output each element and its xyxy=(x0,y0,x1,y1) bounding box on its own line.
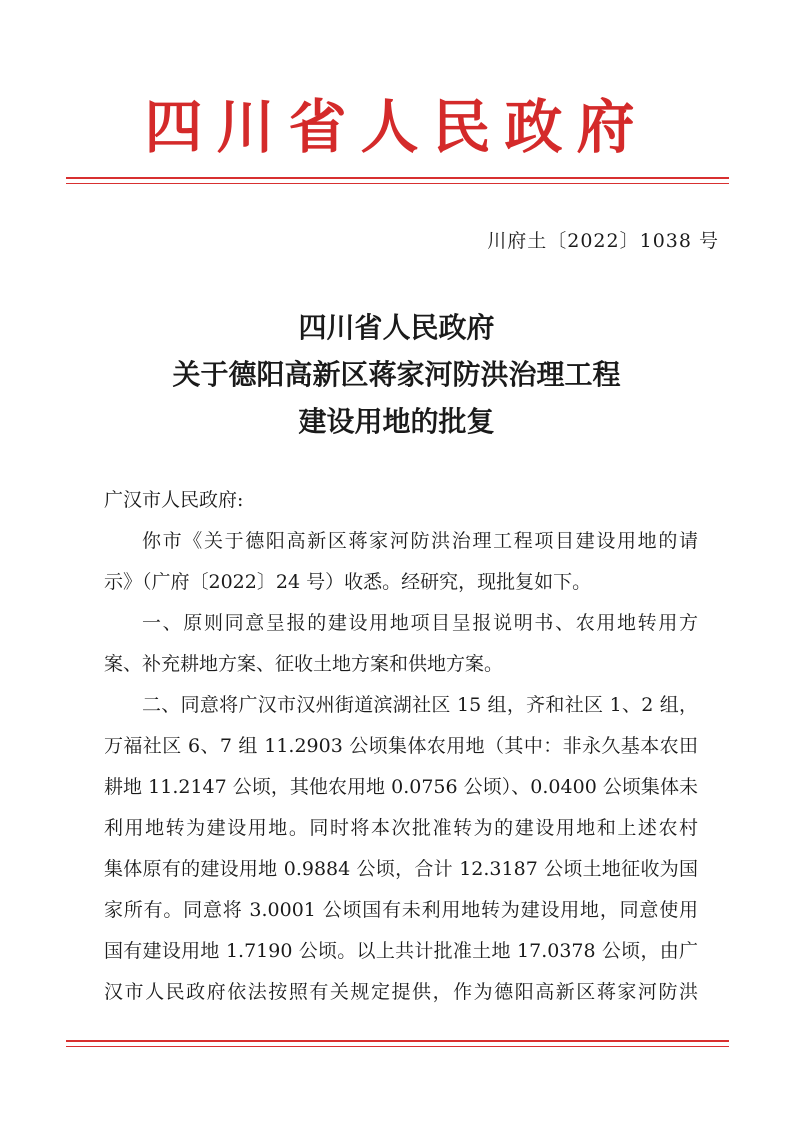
title-line: 四川省人民政府 xyxy=(298,311,495,344)
body-line: 家所有。同意将 3.0001 公顷国有未利用地转为建设用地，同意使用 xyxy=(104,899,698,921)
footer-rule-thin xyxy=(66,1046,729,1047)
document-number: 川府土〔2022〕1038 号 xyxy=(487,230,719,252)
body-line: 万福社区 6、7 组 11.2903 公顷集体农用地（其中：非永久基本农田 xyxy=(104,735,698,757)
body-line: 案、补充耕地方案、征收土地方案和供地方案。 xyxy=(104,653,504,675)
body-line: 一、原则同意呈报的建设用地项目呈报说明书、农用地转用方 xyxy=(142,612,698,634)
header-rule-thin xyxy=(66,183,729,184)
body-line: 示》（广府〔2022〕24 号）收悉。经研究，现批复如下。 xyxy=(104,571,592,593)
body-line: 你市《关于德阳高新区蒋家河防洪治理工程项目建设用地的请 xyxy=(142,530,698,552)
addressee: 广汉市人民政府: xyxy=(104,489,244,511)
document-body xyxy=(104,480,698,1013)
body-line: 二、同意将广汉市汉州街道滨湖社区 15 组，齐和社区 1、2 组， xyxy=(142,694,698,716)
body-line: 耕地 11.2147 公顷，其他农用地 0.0756 公顷）、0.0400 公顷集体未 xyxy=(104,776,698,798)
title-line: 关于德阳高新区蒋家河防洪治理工程 xyxy=(172,358,621,391)
title-line: 建设用地的批复 xyxy=(298,405,495,438)
body-line: 国有建设用地 1.7190 公顷。以上共计批准土地 17.0378 公顷，由广 xyxy=(104,940,698,962)
header-rule-thick xyxy=(66,177,729,179)
body-line: 集体原有的建设用地 0.9884 公顷，合计 12.3187 公顷土地征收为国 xyxy=(104,858,698,880)
body-line: 利用地转为建设用地。同时将本次批准转为的建设用地和上述农村 xyxy=(104,817,698,839)
footer-rule-thick xyxy=(66,1040,729,1042)
issuer-masthead: 四川省人民政府 xyxy=(144,93,649,161)
body-line: 汉市人民政府依法按照有关规定提供，作为德阳高新区蒋家河防洪 xyxy=(104,981,698,1003)
